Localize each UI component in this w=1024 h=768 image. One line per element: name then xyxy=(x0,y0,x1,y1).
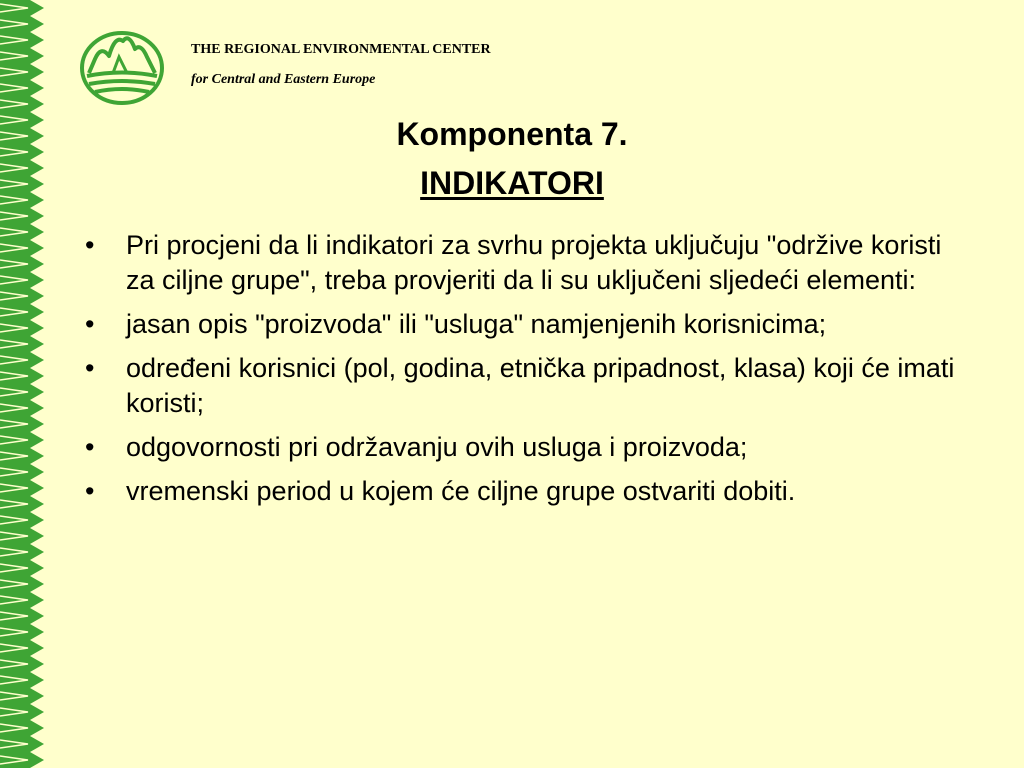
bullet-item: • odgovornosti pri održavanju ovih usluga i proizvoda; xyxy=(84,430,964,465)
org-subtitle: for Central and Eastern Europe xyxy=(191,72,376,87)
bullet-item: • Pri procjeni da li indikatori za svrhu projekta uključuju "održive koristi za ciljne grupe", treba provjeriti da li su uključeni sljedeći elementi: xyxy=(84,228,964,298)
org-name: THE REGIONAL ENVIRONMENTAL CENTER xyxy=(191,42,491,57)
bullet-item: • vremenski period u kojem će ciljne grupe ostvariti dobiti. xyxy=(84,474,964,509)
bullet-item: • određeni korisnici (pol, godina, etnička pripadnost, klasa) koji će imati koristi; xyxy=(84,351,964,421)
title-line-2: INDIKATORI xyxy=(420,165,604,201)
title-line-1: Komponenta 7. xyxy=(396,116,628,152)
rec-logo-icon xyxy=(79,29,165,107)
bullet-item: • jasan opis "proizvoda" ili "usluga" namjenjenih korisnicima; xyxy=(84,307,964,342)
slide-title xyxy=(0,110,1024,208)
bullet-list xyxy=(84,228,964,518)
